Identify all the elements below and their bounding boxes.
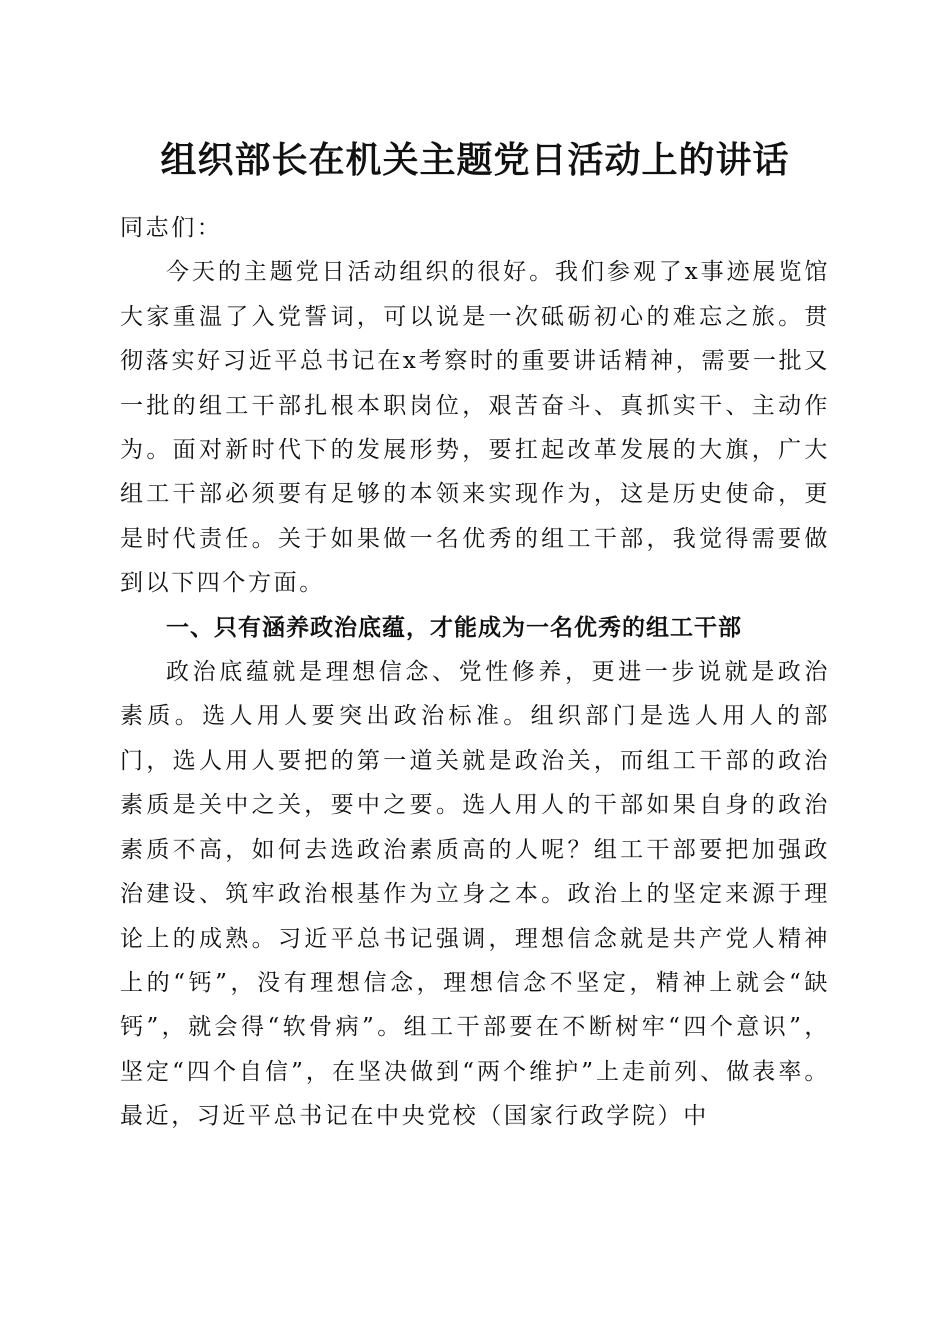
document-body: [120, 206, 830, 1139]
salutation: 同志们：: [120, 215, 223, 241]
document-title: 组织部长在机关主题党日活动上的讲话: [160, 139, 790, 181]
section-1-paragraph: 政治底蕴就是理想信念、党性修养，更进一步说就是政治素质。选人用人要突出政治标准。组织部门是选人用人的部门，选人用人要把的第一道关就是政治关，而组工干部的政治素质是关中之关，要中之要。选人用人的干部如果自身的政治素质不高，如何去选政治素质高的人呢？组工干部要把加强政治建设、筑牢政治根基作为立身之本。政治上的坚定来源于理论上的成熟。习近平总书记强调，理想信念就是共产党人精神上的“钙”，没有理想信念，理想信念不坚定，精神上就会“缺钙”，就会得“软骨病”。组工干部要在不断树牢“四个意识”，坚定“四个自信”，在坚决做到“两个维护”上走前列、做表率。最近，习近平总书记在中央党校（国家行政学院）中: [120, 659, 830, 1130]
intro-paragraph: 今天的主题党日活动组织的很好。我们参观了x事迹展览馆大家重温了入党誓词，可以说是一次砥砺初心的难忘之旅。贯彻落实好习近平总书记在x考察时的重要讲话精神，需要一批又一批的组工干部扎根本职岗位，艰苦奋斗、真抓实干、主动作为。面对新时代下的发展形势，要扛起改革发展的大旗，广大组工干部必须要有足够的本领来实现作为，这是历史使命，更是时代责任。关于如果做一名优秀的组工干部，我觉得需要做到以下四个方面。: [120, 259, 830, 597]
section-heading-1: 一、只有涵养政治底蕴，才能成为一名优秀的组工干部: [166, 614, 742, 641]
